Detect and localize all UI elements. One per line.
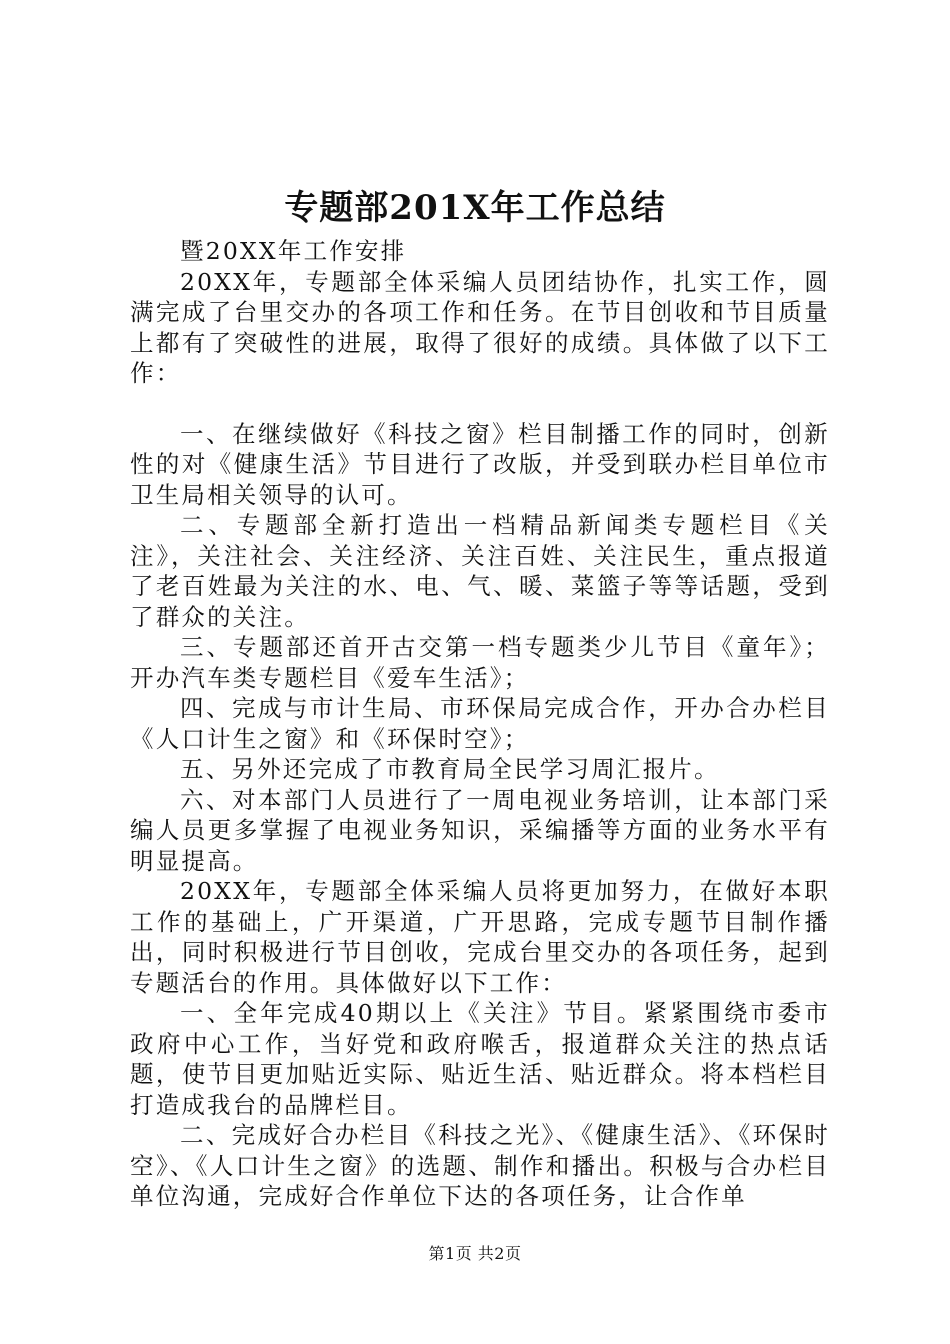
page-footer: 第1页 共2页 [428,1244,522,1263]
document-body [130,236,830,1212]
document-title: 专题部201X年工作总结 [284,188,666,228]
subtitle-paragraph: 暨20XX年工作安排 [180,237,407,265]
work-item-1: 一、在继续做好《科技之窗》栏目制播工作的同时，创新性的对《健康生活》节目进行了改版，并受到联办栏目单位市卫生局相关领导的认可。 [130,419,830,509]
work-item-5: 五、另外还完成了市教育局全民学习周汇报片。 [180,755,720,783]
work-item-4: 四、完成与市计生局、市环保局完成合作，开办合办栏目《人口计生之窗》和《环保时空》； [130,694,830,753]
intro-paragraph: 20XX年，专题部全体采编人员团结协作，扎实工作，圆满完成了台里交办的各项工作和任务。在节目创收和节目质量上都有了突破性的进展，取得了很好的成绩。具体做了以下工作： [130,267,830,387]
work-item-3: 三、专题部还首开古交第一档专题类少儿节目《童年》；开办汽车类专题栏目《爱车生活》； [130,633,830,692]
work-item-2: 二、专题部全新打造出一档精品新闻类专题栏目《关注》，关注社会、关注经济、关注百姓、关注民生，重点报道了老百姓最为关注的水、电、气、暖、菜篮子等等话题，受到了群众的关注。 [130,511,830,631]
work-item-6: 六、对本部门人员进行了一周电视业务培训，让本部门采编人员更多掌握了电视业务知识，采编播等方面的业务水平有明显提高。 [130,785,830,875]
plan-item-2: 二、完成好合办栏目《科技之光》、《健康生活》、《环保时空》、《人口计生之窗》的选题、制作和播出。积极与合办栏目单位沟通，完成好合作单位下达的各项任务，让合作单 [130,1121,830,1210]
plan-intro-paragraph: 20XX年，专题部全体采编人员将更加努力，在做好本职工作的基础上，广开渠道，广开思路，完成专题节目制作播出，同时积极进行节目创收，完成台里交办的各项任务，起到专题活台的作用。具体做好以下工作： [130,877,830,997]
plan-item-1: 一、全年完成40期以上《关注》节目。紧紧围绕市委市政府中心工作，当好党和政府喉舌，报道群众关注的热点话题，使节目更加贴近实际、贴近生活、贴近群众。将本档栏目打造成我台的品牌栏目。 [130,999,830,1119]
